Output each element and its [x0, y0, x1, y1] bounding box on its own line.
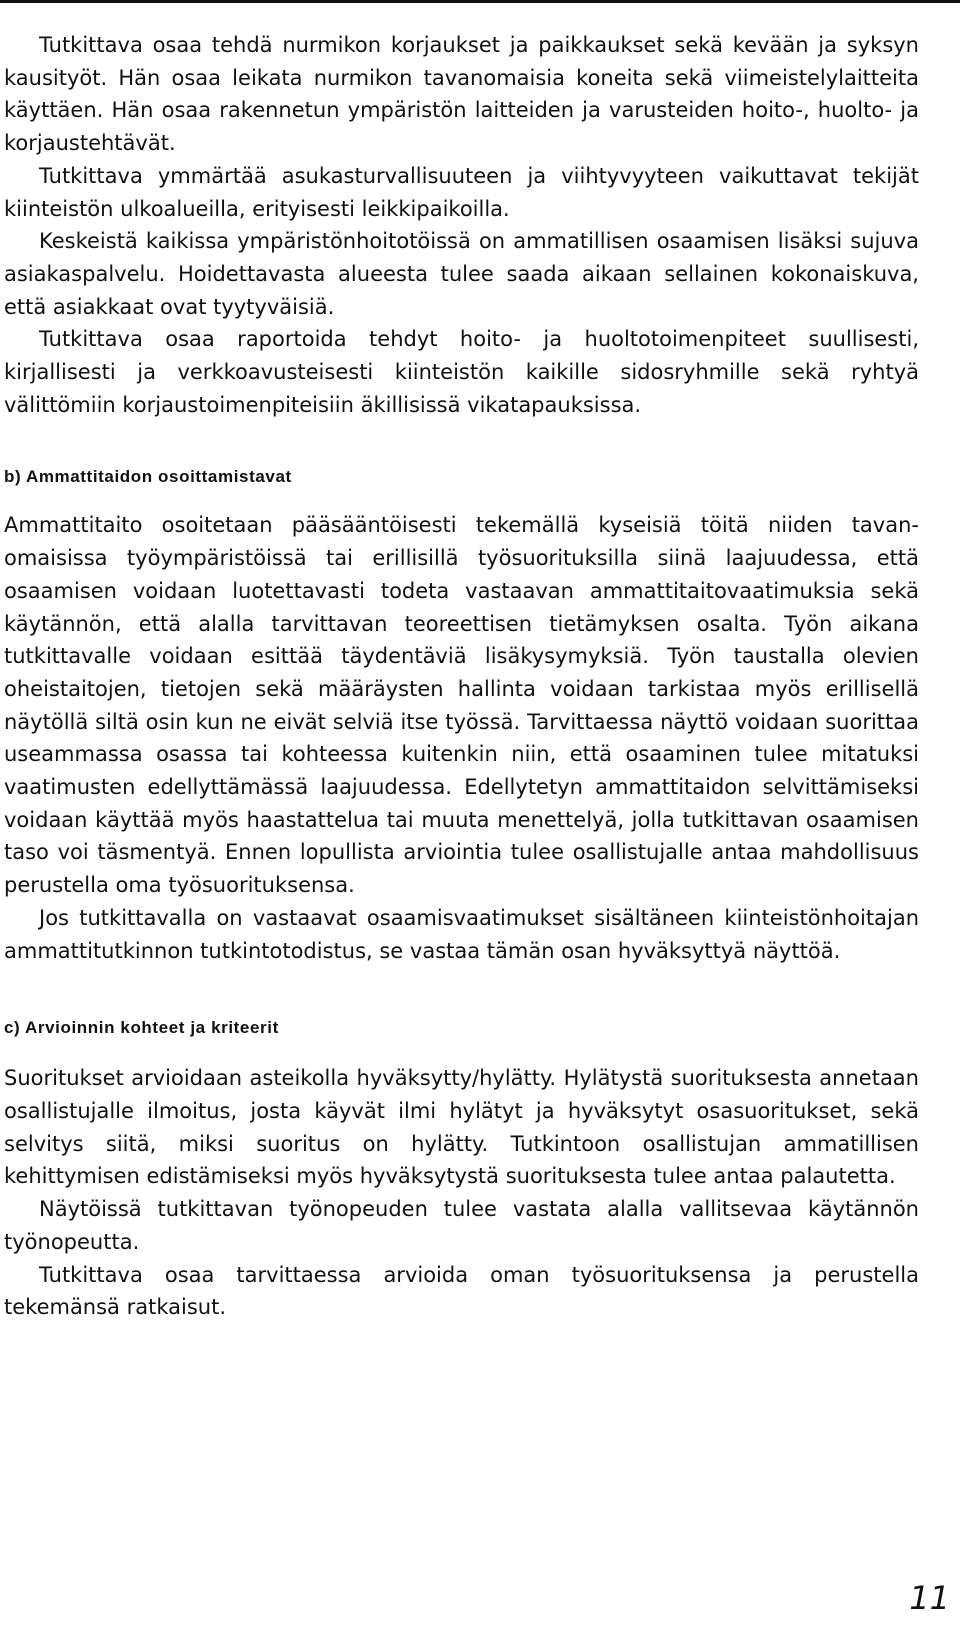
- paragraph: Tutkittava osaa tarvittaessa arvioida oman työsuorituksensa ja perustella tekemänsä ratkaisut.: [4, 1262, 919, 1320]
- section-c: [4, 1018, 919, 1324]
- paragraph: Jos tutkittavalla on vastaavat osaamisvaatimukset sisältäneen kiinteistönhoitajan ammattitutkinnon tutkintotodistus, se vastaa tämän osan hyväksyttyä näyttöä.: [4, 905, 919, 963]
- document-page: [4, 29, 919, 1324]
- section-b: [4, 467, 919, 967]
- section-a: [4, 29, 919, 421]
- paragraph: Tutkittava ymmärtää asukasturvallisuuteen ja viihtyvyyteen vaikuttavat tekijät kiinteistön ulkoalueilla, erityisesti leikkipaikoilla.: [4, 163, 919, 221]
- page-number: 11: [909, 1579, 950, 1617]
- paragraph: Näytöissä tutkittavan työnopeuden tulee vastata alalla vallitsevaa käytännön työnopeutta.: [4, 1197, 919, 1254]
- paragraph: Keskeistä kaikissa ympäristönhoitotöissä on ammatillisen osaamisen lisäksi sujuva asiakaspalvelu. Hoidettavasta alueesta tulee saada aikaan sellainen kokonaiskuva, että asiakkaat ovat tyytyväisiä.: [4, 229, 919, 319]
- top-rule: [0, 0, 960, 3]
- paragraph: Tutkittava osaa raportoida tehdyt hoito- ja huoltotoimenpiteet suullisesti, kirjallisesti ja verkkoavusteisesti kiinteistön kaikille sidosryhmille sekä ryhtyä välittömiin korjaustoimenpiteisiin äkillisissä vikatapauksissa.: [4, 327, 919, 417]
- paragraph: Suoritukset arvioidaan asteikolla hyväksytty/hylätty. Hylätystä suorituksesta annetaan osallistujalle ilmoitus, josta käyvät ilmi hylätyt ja hyväksytyt osasuoritukset, sekä selvitys siitä, miksi suoritus on hylätty. Tutkintoon osallistujan ammatillisen kehittymisen edistämiseksi myös hyväksytystä suorituksesta tulee antaa palautetta.: [4, 1066, 919, 1189]
- paragraph: Ammattitaito osoitetaan pääsääntöisesti tekemällä kyseisiä töitä niiden tavanomaisissa työympäristöissä tai erillisillä työsuorituksilla siinä laajuudessa, että osaamisen voidaan luotettavasti todeta vastaavan ammattitaitovaatimuksia sekä käytännön, että alalla tarvittavan teoreettisen tietämyksen osalta. Työn aikana tutkittavalle voidaan esittää täydentäviä lisäkysymyksiä. Työn taustalla olevien oheistaitojen, tietojen sekä määräysten hallinta voidaan tarkistaa myös erillisellä näytöllä siltä osin kun ne eivät selviä itse työssä. Tarvittaessa näyttö voidaan suorittaa useammassa osassa tai kohteessa kuitenkin niin, että osaaminen tulee mitatuksi vaatimusten edellyttämässä laajuudessa. Edellytetyn ammattitaidon selvittämiseksi voidaan käyttää myös haastattelua tai muuta menettelyä, jolla tutkittavan osaamisen taso voi täsmentyä. Ennen lopullista arviointia tulee osallistujalle antaa mahdollisuus perustella oma työsuorituksensa.: [4, 513, 919, 898]
- paragraph: Tutkittava osaa tehdä nurmikon korjaukset ja paikkaukset sekä kevään ja syksyn kausityöt. Hän osaa leikata nurmikon tavanomaisia koneita sekä viimeistelylaitteita käyttäen. Hän osaa rakennetun ympäristön laitteiden ja varusteiden hoito-, huolto- ja korjaustehtävät.: [4, 33, 919, 156]
- section-heading: c) Arvioinnin kohteet ja kriteerit: [4, 1018, 279, 1038]
- section-heading: b) Ammattitaidon osoittamistavat: [4, 467, 292, 487]
